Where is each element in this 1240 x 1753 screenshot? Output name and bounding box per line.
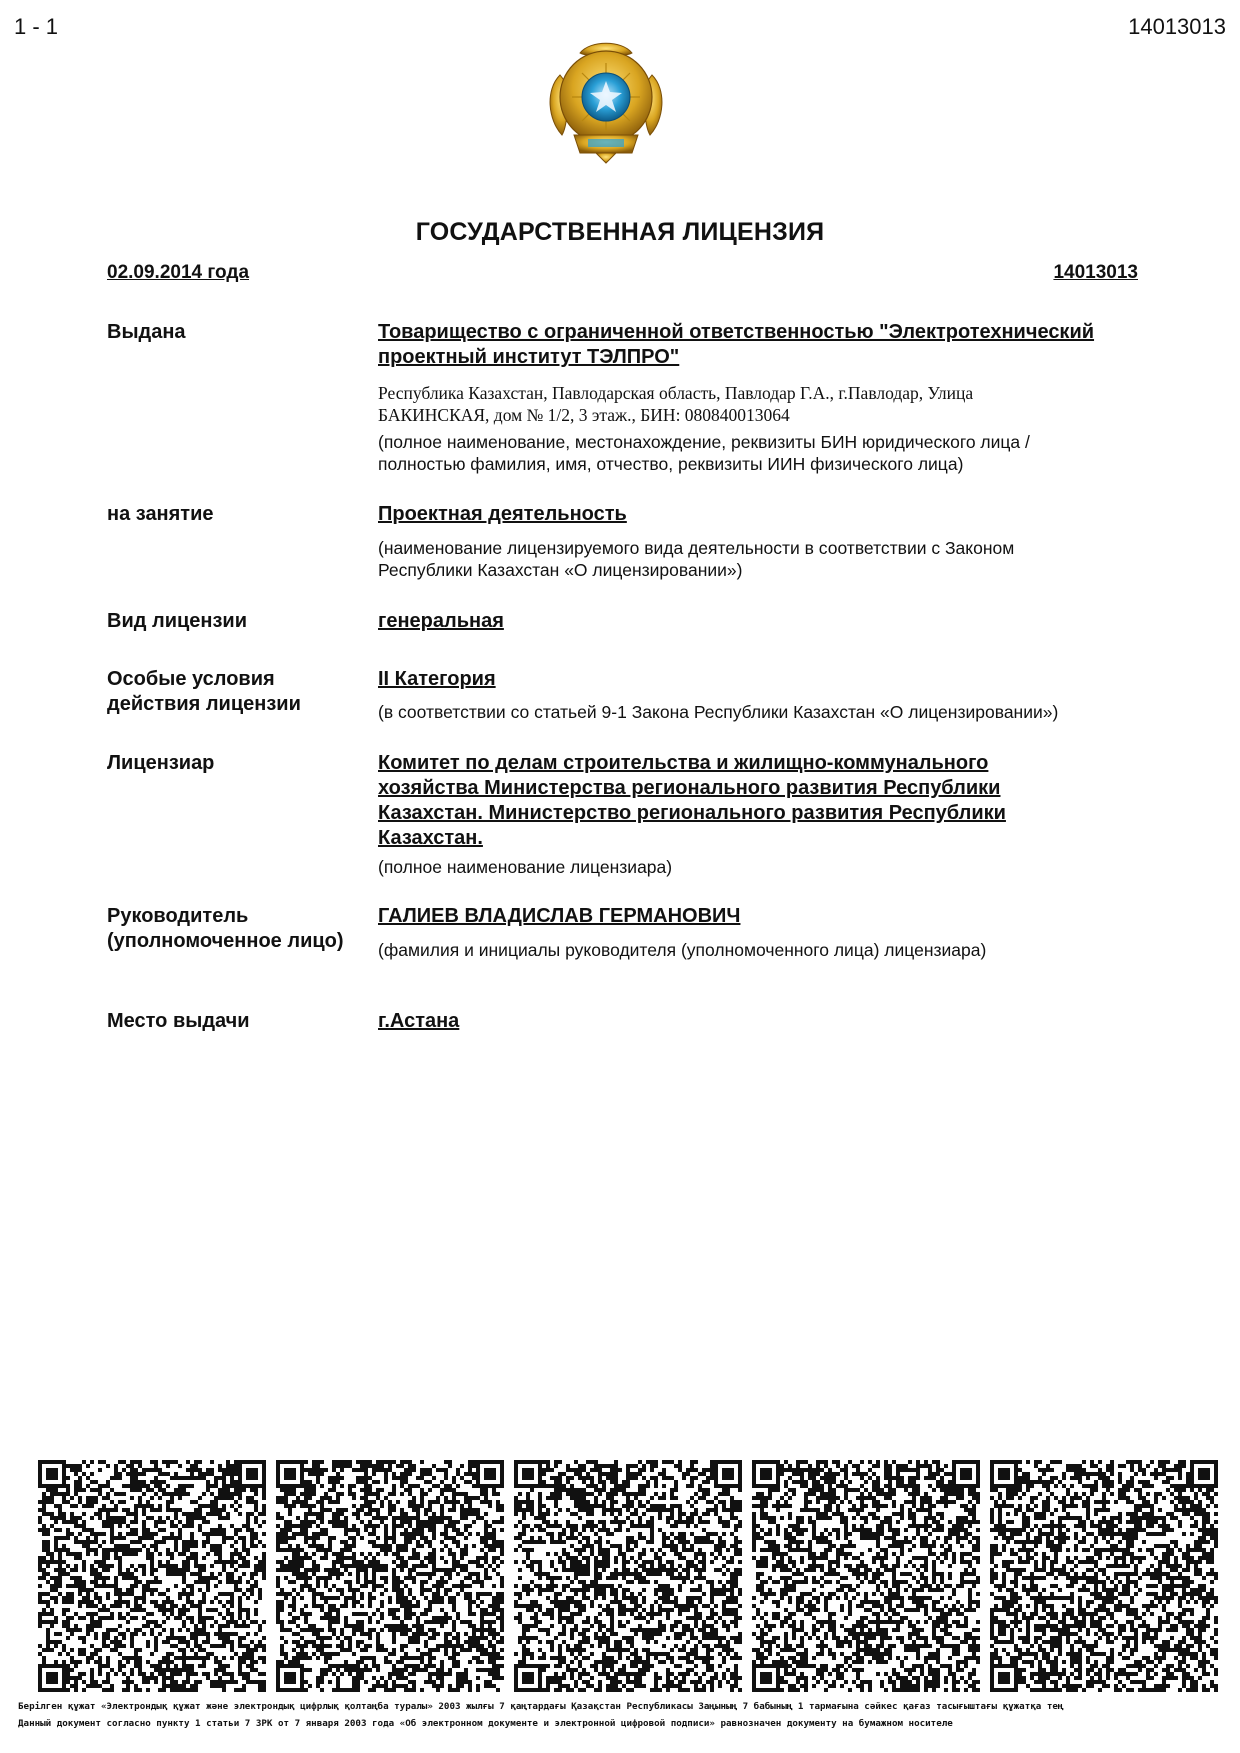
place-label: Место выдачи bbox=[107, 1010, 250, 1032]
note-line: (наименование лицензируемого вида деятельности в соответствии с Законом bbox=[378, 538, 1015, 558]
qr-code-icon bbox=[752, 1460, 980, 1692]
place-value: г.Астана bbox=[378, 1010, 460, 1032]
qr-code-icon bbox=[514, 1460, 742, 1692]
activity-value: Проектная деятельность bbox=[378, 503, 627, 525]
licensor-value bbox=[378, 751, 1178, 851]
label-line: (уполномоченное лицо) bbox=[107, 930, 344, 952]
head-note: (фамилия и инициалы руководителя (уполномоченного лица) лицензиара) bbox=[378, 940, 987, 960]
document-title: ГОСУДАРСТВЕННАЯ ЛИЦЕНЗИЯ bbox=[415, 218, 825, 246]
licensor-value-line: Казахстан. Министерство регионального развития Республики bbox=[378, 802, 1006, 824]
address-line: Республика Казахстан, Павлодарская область, Павлодар Г.А., г.Павлодар, Улица bbox=[378, 383, 974, 403]
note-line: (полное наименование, местонахождение, реквизиты БИН юридического лица / bbox=[378, 432, 1030, 452]
note-line: полностью фамилия, имя, отчество, реквизиты ИИН физического лица) bbox=[378, 454, 964, 474]
address-line: БАКИНСКАЯ, дом № 1/2, 3 этаж., БИН: 080840013064 bbox=[378, 405, 790, 425]
licensor-label: Лицензиар bbox=[107, 752, 215, 774]
head-value: ГАЛИЕВ ВЛАДИСЛАВ ГЕРМАНОВИЧ bbox=[378, 905, 741, 927]
issued-to-note bbox=[378, 431, 1158, 475]
label-line: действия лицензии bbox=[107, 693, 301, 715]
issued-to-label: Выдана bbox=[107, 321, 186, 343]
page-counter: 1 - 1 bbox=[14, 14, 59, 39]
activity-note bbox=[378, 537, 1158, 581]
issued-to-value bbox=[378, 320, 1178, 370]
qr-code-strip bbox=[38, 1460, 1208, 1692]
issued-to-value-line: проектный институт ТЭЛПРО" bbox=[378, 346, 680, 368]
issued-to-value-line: Товарищество с ограниченной ответственностью "Электротехнический bbox=[378, 321, 1095, 343]
special-conditions-note: (в соответствии со статьей 9-1 Закона Республики Казахстан «О лицензировании») bbox=[378, 702, 1059, 722]
footer-legal-ru: Данный документ согласно пункту 1 статьи 7 ЗРК от 7 января 2003 года «Об электронном документе и электронной цифровой подписи» равнозначен документу на бумажном носителе bbox=[18, 1718, 953, 1729]
licensor-value-line: Комитет по делам строительства и жилищно-коммунального bbox=[378, 752, 989, 774]
activity-label: на занятие bbox=[107, 503, 214, 525]
qr-code-icon bbox=[38, 1460, 266, 1692]
qr-code-icon bbox=[990, 1460, 1218, 1692]
issue-date: 02.09.2014 года bbox=[107, 262, 250, 283]
head-label bbox=[107, 904, 344, 954]
special-conditions-label bbox=[107, 667, 301, 717]
license-type-value: генеральная bbox=[378, 610, 504, 632]
licensor-value-line: хозяйства Министерства регионального развития Республики bbox=[378, 777, 1001, 799]
special-conditions-value: II Категория bbox=[378, 668, 496, 690]
qr-code-icon bbox=[276, 1460, 504, 1692]
label-line: Особые условия bbox=[107, 668, 275, 690]
issued-to-address bbox=[378, 382, 1098, 426]
licensor-note: (полное наименование лицензиара) bbox=[378, 857, 673, 877]
licensor-value-line: Казахстан. bbox=[378, 827, 483, 849]
note-line: Республики Казахстан «О лицензировании») bbox=[378, 560, 743, 580]
label-line: Руководитель bbox=[107, 905, 249, 927]
footer-legal-kz: Берілген құжат «Электрондық құжат және электрондық цифрлық қолтаңба туралы» 2003 жылғы 7 қаңтардағы Қазақстан Республикасы Заңының 7 бабының 1 тармағына сәйкес қағаз тасығыштағы құжатқа тең bbox=[18, 1701, 1064, 1712]
license-number: 14013013 bbox=[1053, 262, 1138, 283]
document-number-corner: 14013013 bbox=[1128, 14, 1226, 39]
license-type-label: Вид лицензии bbox=[107, 610, 248, 632]
state-emblem-icon bbox=[540, 35, 672, 165]
